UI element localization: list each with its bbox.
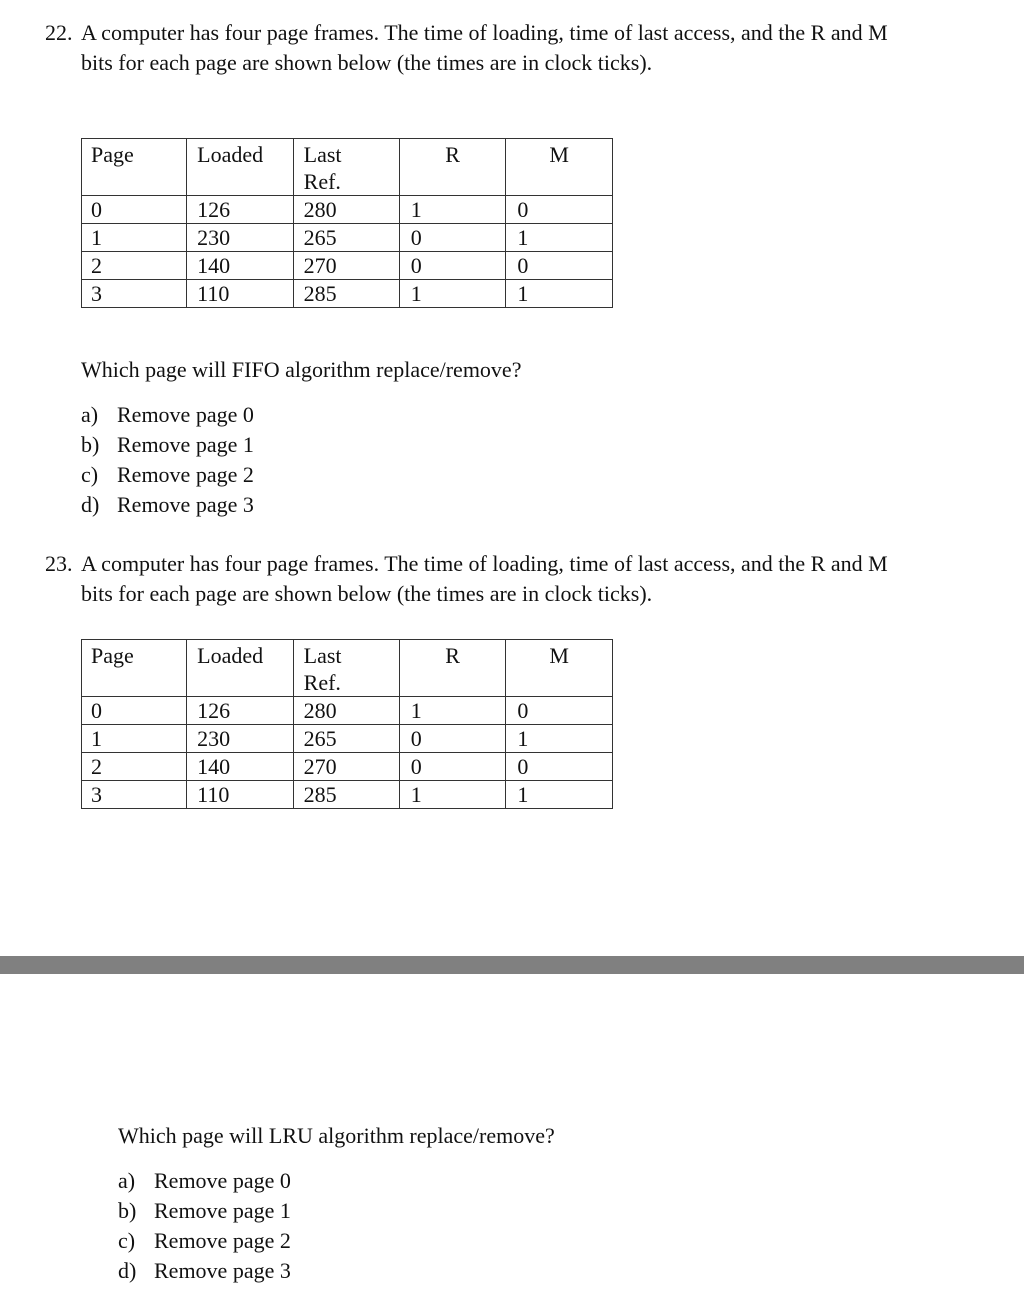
- option-letter: d): [81, 492, 100, 517]
- option-text: Remove page 2: [154, 1228, 291, 1253]
- question-23-text: [45, 549, 985, 609]
- table-row: [82, 196, 613, 224]
- question-22-text: [45, 18, 985, 78]
- option-a[interactable]: [118, 1166, 291, 1196]
- header-last-ref: [293, 640, 399, 697]
- cell-r: 1: [399, 196, 506, 224]
- option-d[interactable]: [81, 490, 254, 520]
- option-letter: c): [81, 462, 99, 487]
- question-number: 23.: [45, 551, 73, 576]
- question-number: 22.: [45, 20, 73, 45]
- cell-m: 0: [506, 252, 613, 280]
- cell-page: 2: [82, 753, 187, 781]
- cell-last-ref: 265: [293, 224, 399, 252]
- cell-loaded: 110: [187, 280, 294, 308]
- cell-loaded: 140: [187, 252, 294, 280]
- cell-m: 1: [506, 224, 613, 252]
- header-last: Last: [303, 643, 342, 668]
- table-row: [82, 252, 613, 280]
- question-line-2: bits for each page are shown below (the times are in clock ticks).: [81, 50, 653, 75]
- option-b[interactable]: [81, 430, 254, 460]
- option-letter: c): [118, 1228, 136, 1253]
- cell-m: 1: [506, 781, 613, 809]
- cell-last-ref: 270: [293, 753, 399, 781]
- option-c[interactable]: [118, 1226, 291, 1256]
- question-prompt: Which page will FIFO algorithm replace/remove?: [81, 357, 522, 382]
- cell-r: 1: [399, 280, 506, 308]
- header-ref: Ref.: [303, 169, 341, 194]
- option-text: Remove page 1: [117, 432, 254, 457]
- question-line-1: A computer has four page frames. The time of loading, time of last access, and the R and M: [81, 551, 888, 576]
- header-ref: Ref.: [303, 670, 341, 695]
- cell-loaded: 126: [187, 697, 294, 725]
- cell-r: 1: [399, 697, 506, 725]
- option-letter: b): [118, 1198, 137, 1223]
- option-text: Remove page 3: [117, 492, 254, 517]
- cell-r: 0: [399, 753, 506, 781]
- table-row: [82, 781, 613, 809]
- page-divider: [0, 956, 1024, 974]
- cell-page: 2: [82, 252, 187, 280]
- option-c[interactable]: [81, 460, 254, 490]
- cell-page: 0: [82, 196, 187, 224]
- header-m: M: [506, 640, 613, 697]
- question-line-1: A computer has four page frames. The time of loading, time of last access, and the R and M: [81, 20, 888, 45]
- cell-m: 0: [506, 697, 613, 725]
- cell-r: 0: [399, 725, 506, 753]
- header-loaded: Loaded: [187, 640, 294, 697]
- cell-r: 1: [399, 781, 506, 809]
- option-text: Remove page 0: [154, 1168, 291, 1193]
- cell-page: 3: [82, 781, 187, 809]
- cell-page: 1: [82, 224, 187, 252]
- cell-last-ref: 280: [293, 697, 399, 725]
- header-r: R: [399, 640, 506, 697]
- cell-loaded: 230: [187, 224, 294, 252]
- header-r: R: [399, 139, 506, 196]
- cell-last-ref: 280: [293, 196, 399, 224]
- table-header-row: [82, 640, 613, 697]
- question-line-2: bits for each page are shown below (the times are in clock ticks).: [81, 581, 653, 606]
- cell-last-ref: 285: [293, 280, 399, 308]
- cell-page: 3: [82, 280, 187, 308]
- option-text: Remove page 1: [154, 1198, 291, 1223]
- cell-last-ref: 265: [293, 725, 399, 753]
- option-b[interactable]: [118, 1196, 291, 1226]
- table-header-row: [82, 139, 613, 196]
- option-letter: a): [118, 1168, 136, 1193]
- cell-r: 0: [399, 224, 506, 252]
- cell-m: 0: [506, 753, 613, 781]
- table-row: [82, 224, 613, 252]
- cell-last-ref: 285: [293, 781, 399, 809]
- cell-m: 0: [506, 196, 613, 224]
- option-letter: b): [81, 432, 100, 457]
- table-row: [82, 725, 613, 753]
- cell-loaded: 230: [187, 725, 294, 753]
- header-loaded: Loaded: [187, 139, 294, 196]
- cell-last-ref: 270: [293, 252, 399, 280]
- page-frames-table: [81, 138, 613, 308]
- option-a[interactable]: [81, 400, 254, 430]
- option-letter: d): [118, 1258, 137, 1283]
- cell-page: 0: [82, 697, 187, 725]
- header-last: Last: [303, 142, 342, 167]
- header-page: Page: [82, 139, 187, 196]
- option-d[interactable]: [118, 1256, 291, 1286]
- header-last-ref: [293, 139, 399, 196]
- page-frames-table: [81, 639, 613, 809]
- cell-loaded: 110: [187, 781, 294, 809]
- option-text: Remove page 0: [117, 402, 254, 427]
- cell-page: 1: [82, 725, 187, 753]
- table-row: [82, 280, 613, 308]
- answer-options: [81, 400, 254, 520]
- option-text: Remove page 3: [154, 1258, 291, 1283]
- cell-loaded: 140: [187, 753, 294, 781]
- question-prompt: Which page will LRU algorithm replace/remove?: [118, 1123, 555, 1148]
- cell-m: 1: [506, 280, 613, 308]
- cell-m: 1: [506, 725, 613, 753]
- table-row: [82, 697, 613, 725]
- option-text: Remove page 2: [117, 462, 254, 487]
- table-row: [82, 753, 613, 781]
- option-letter: a): [81, 402, 99, 427]
- header-page: Page: [82, 640, 187, 697]
- header-m: M: [506, 139, 613, 196]
- cell-loaded: 126: [187, 196, 294, 224]
- answer-options: [118, 1166, 291, 1286]
- cell-r: 0: [399, 252, 506, 280]
